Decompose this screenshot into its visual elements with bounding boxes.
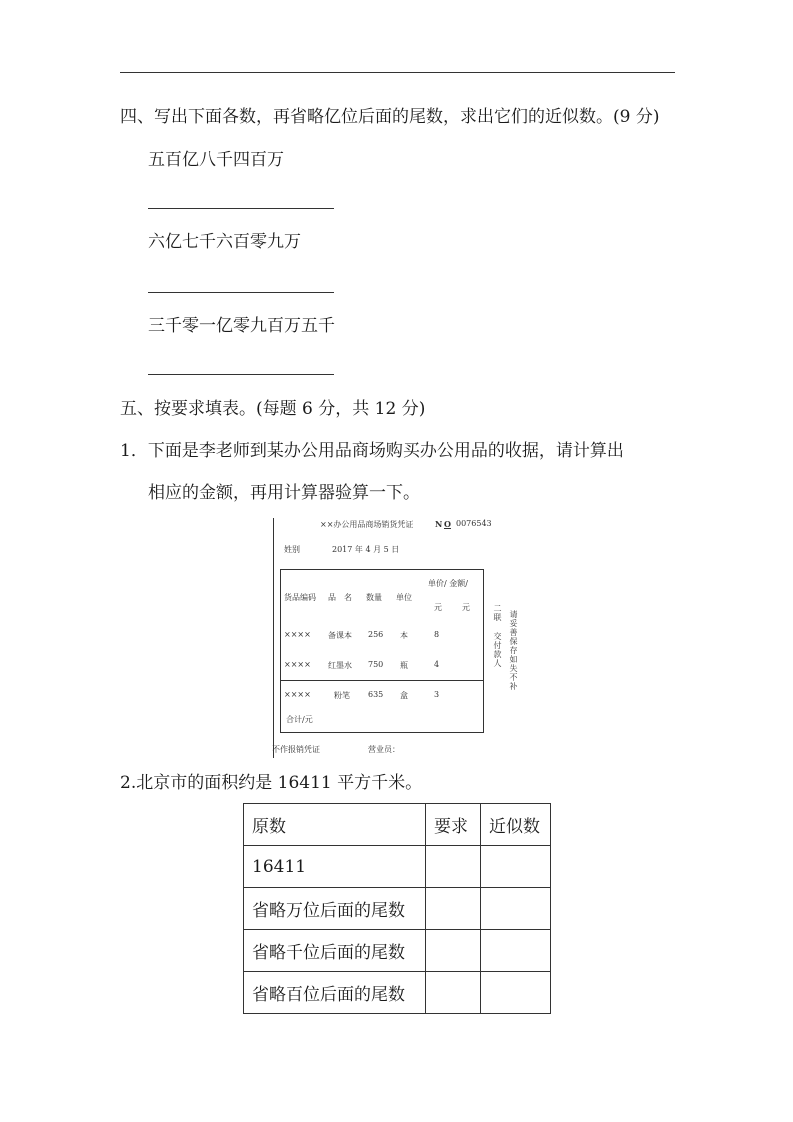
receipt-no-value: 0076543 xyxy=(456,519,492,528)
receipt-side-payer: 交付款人 xyxy=(493,632,502,668)
table-cell-input[interactable] xyxy=(481,972,551,1014)
receipt-row1-unit: 本 xyxy=(400,631,408,640)
receipt-row2-name: 红墨水 xyxy=(328,661,352,670)
receipt-row2-code: ×××× xyxy=(284,660,311,669)
table-cell: 省略万位后面的尾数 xyxy=(244,888,426,930)
section5-title: 五、按要求填表。(每题 6 分，共 12 分) xyxy=(120,399,426,419)
sales-receipt xyxy=(270,514,520,758)
answer-blank-1[interactable] xyxy=(148,208,334,209)
receipt-no-mark: O xyxy=(444,519,451,529)
table-cell: 省略百位后面的尾数 xyxy=(244,972,426,1014)
receipt-row2-unit: 瓶 xyxy=(400,661,408,670)
receipt-divider xyxy=(280,680,483,681)
receipt-no-label: N xyxy=(435,519,443,529)
table-cell-input[interactable] xyxy=(426,930,481,972)
receipt-footer-right: 营业员： xyxy=(368,745,400,754)
table-header-original: 原数 xyxy=(244,804,426,846)
receipt-row1-price: 8 xyxy=(434,630,440,639)
q2-text: 2.北京市的面积约是 16411 平方千米。 xyxy=(120,773,423,793)
table-header-requirement: 要求 xyxy=(426,804,481,846)
receipt-left-border xyxy=(273,518,274,758)
table-row xyxy=(244,972,551,1014)
table-cell-input[interactable] xyxy=(426,888,481,930)
receipt-row3-price: 3 xyxy=(434,690,440,699)
receipt-col-code: 货品编码 xyxy=(284,593,316,602)
table-header-row xyxy=(244,804,551,846)
section4-item-1: 五百亿八千四百万 xyxy=(148,150,284,170)
receipt-col-name: 品 名 xyxy=(328,593,352,602)
table-cell-input[interactable] xyxy=(481,930,551,972)
receipt-row1-name: 备课本 xyxy=(328,631,352,640)
receipt-footer-left: 不作报销凭证 xyxy=(272,745,320,754)
table-header-approx: 近似数 xyxy=(481,804,551,846)
table-cell-input[interactable] xyxy=(426,846,481,888)
section4-item-3: 三千零一亿零九百万五千 xyxy=(148,316,335,336)
receipt-row3-unit: 盒 xyxy=(400,691,408,700)
q1-line-2: 相应的金额，再用计算器验算一下。 xyxy=(148,483,420,503)
receipt-row3-qty: 635 xyxy=(368,690,384,699)
table-row xyxy=(244,930,551,972)
receipt-row2-price: 4 xyxy=(434,660,440,669)
receipt-col-qty: 数量 xyxy=(366,593,382,602)
table-cell-input[interactable] xyxy=(481,888,551,930)
receipt-customer-label: 姓别 xyxy=(284,545,300,554)
table-row xyxy=(244,846,551,888)
table-cell-input[interactable] xyxy=(426,972,481,1014)
receipt-yuan-2: 元 xyxy=(462,603,470,612)
q1-line-1: 1．下面是李老师到某办公用品商场购买办公用品的收据，请计算出 xyxy=(120,441,624,461)
table-row xyxy=(244,888,551,930)
table-cell-input[interactable] xyxy=(481,846,551,888)
receipt-row3-code: ×××× xyxy=(284,690,311,699)
table-cell: 省略千位后面的尾数 xyxy=(244,930,426,972)
receipt-price-header: 单价/ 金额/ xyxy=(428,579,468,588)
receipt-yuan-1: 元 xyxy=(434,603,442,612)
approximation-table xyxy=(243,803,551,1014)
receipt-row2-qty: 750 xyxy=(368,660,384,669)
section4-title: 四、写出下面各数，再省略亿位后面的尾数，求出它们的近似数。(9 分) xyxy=(120,107,660,127)
receipt-header: ××办公用品商场销货凭证 xyxy=(320,520,414,529)
receipt-date: 2017 年 4 月 5 日 xyxy=(332,545,400,554)
answer-blank-3[interactable] xyxy=(148,374,334,375)
receipt-row3-name: 粉笔 xyxy=(334,691,350,700)
answer-blank-2[interactable] xyxy=(148,292,334,293)
receipt-row1-code: ×××× xyxy=(284,630,311,639)
table-cell: 16411 xyxy=(244,846,426,888)
receipt-side-note: 请妥善保存如失不补 xyxy=(509,610,518,691)
receipt-row1-qty: 256 xyxy=(368,630,384,639)
receipt-side-copy: 二联 xyxy=(493,604,502,622)
top-rule xyxy=(120,72,675,73)
receipt-total-label: 合计/元 xyxy=(286,715,313,724)
section4-item-2: 六亿七千六百零九万 xyxy=(148,232,301,252)
receipt-col-unit: 单位 xyxy=(396,593,412,602)
